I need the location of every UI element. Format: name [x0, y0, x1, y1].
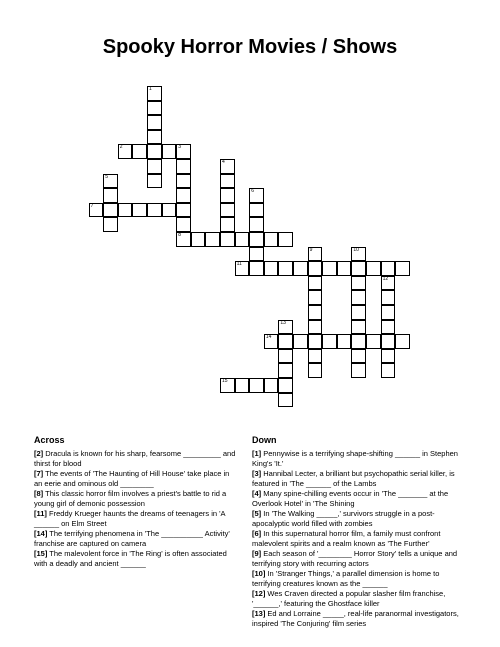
- down-clue: [252, 469, 462, 488]
- down-clue: [252, 489, 462, 508]
- clue-number-label: 7: [90, 202, 94, 209]
- grid-cell[interactable]: [278, 393, 293, 408]
- clue-text: In 'The Walking _____,' survivors struggle in a post-apocalyptic world filled with zombies: [252, 509, 435, 528]
- clue-number-label: 15: [222, 378, 228, 384]
- clue-number: [4]: [252, 489, 262, 498]
- grid-cell[interactable]: [351, 320, 366, 335]
- clue-number: [3]: [252, 469, 262, 478]
- down-clue: [252, 609, 462, 628]
- clue-number: [12]: [252, 589, 266, 598]
- grid-cell[interactable]: [220, 159, 235, 174]
- down-clue: [252, 549, 462, 568]
- grid-cell[interactable]: [308, 261, 323, 276]
- grid-cell[interactable]: [308, 276, 323, 291]
- clue-text: Dracula is known for his sharp, fearsome _________ and thirst for blood: [34, 449, 236, 468]
- grid-cell[interactable]: [205, 232, 220, 247]
- clue-text: Many spine-chilling events occur in 'The _______ at the Overlook Hotel' in 'The Shining: [252, 489, 449, 508]
- grid-cell[interactable]: [235, 232, 250, 247]
- clue-number: [2]: [34, 449, 44, 458]
- grid-cell[interactable]: [351, 349, 366, 364]
- grid-cell[interactable]: [308, 305, 323, 320]
- clue-number-label: 9: [309, 246, 313, 253]
- grid-cell[interactable]: [176, 159, 191, 174]
- grid-cell[interactable]: [381, 320, 396, 335]
- grid-cell[interactable]: [176, 232, 191, 247]
- grid-cell[interactable]: [381, 305, 396, 320]
- down-heading: Down: [252, 435, 277, 445]
- grid-cell[interactable]: [278, 334, 293, 349]
- clue-number-label: 14: [265, 334, 272, 341]
- clue-number-label: 10: [353, 246, 359, 253]
- clue-number: [11]: [34, 509, 47, 518]
- down-clues: [252, 435, 462, 629]
- grid-cell[interactable]: [162, 144, 177, 159]
- grid-cell[interactable]: [337, 334, 352, 349]
- grid-cell[interactable]: [147, 101, 162, 116]
- grid-cell[interactable]: [235, 378, 250, 393]
- grid-cell[interactable]: [220, 217, 235, 232]
- across-clue: [34, 529, 238, 548]
- grid-cell[interactable]: [147, 115, 162, 130]
- grid-cell[interactable]: [381, 334, 396, 349]
- clue-text: In this supernatural horror film, a family must confront malevolent spirits and a realm known as 'The Further': [252, 529, 441, 548]
- grid-cell[interactable]: [176, 203, 191, 218]
- grid-cell[interactable]: [278, 261, 293, 276]
- down-clue: [252, 529, 462, 548]
- clue-number: [5]: [252, 509, 262, 518]
- down-clue: [252, 569, 462, 588]
- clue-number-label: 1: [149, 86, 152, 92]
- grid-cell[interactable]: [235, 261, 250, 276]
- grid-cell[interactable]: [264, 378, 279, 393]
- grid-cell[interactable]: [395, 334, 410, 349]
- grid-cell[interactable]: [147, 130, 162, 145]
- clue-number-label: 13: [280, 319, 286, 326]
- clue-number-label: 8: [178, 232, 181, 238]
- grid-cell[interactable]: [132, 203, 147, 218]
- clue-number: [10]: [252, 569, 266, 578]
- grid-cell[interactable]: [103, 188, 118, 203]
- grid-cell[interactable]: [395, 261, 410, 276]
- down-clue: [252, 449, 462, 468]
- grid-cell[interactable]: [89, 203, 104, 218]
- grid-cell[interactable]: [278, 363, 293, 378]
- grid-cell[interactable]: [249, 217, 264, 232]
- grid-cell[interactable]: [381, 290, 396, 305]
- clue-text: Freddy Krueger haunts the dreams of teenagers in 'A ______ on Elm Street: [34, 509, 226, 528]
- grid-cell[interactable]: [220, 203, 235, 218]
- clue-text: Hannibal Lecter, a brilliant but psychopathic serial killer, is featured in 'The ______ of the Lambs: [252, 469, 455, 488]
- clue-text: Each season of '________ Horror Story' tells a unique and terrifying story with recurring actors: [252, 549, 458, 568]
- clue-number-label: 3: [178, 144, 181, 151]
- clue-number-label: 4: [222, 159, 225, 165]
- grid-cell[interactable]: [103, 203, 118, 218]
- grid-cell[interactable]: [103, 217, 118, 232]
- clue-number-label: 6: [251, 188, 254, 195]
- grid-cell[interactable]: [220, 174, 235, 189]
- grid-cell[interactable]: [337, 261, 352, 276]
- grid-cell[interactable]: [308, 334, 323, 349]
- across-clue: [34, 469, 238, 488]
- clue-number: [13]: [252, 609, 266, 618]
- grid-cell[interactable]: [264, 261, 279, 276]
- grid-cell[interactable]: [176, 174, 191, 189]
- grid-cell[interactable]: [147, 86, 162, 101]
- clue-number: [9]: [252, 549, 262, 558]
- grid-cell[interactable]: [249, 378, 264, 393]
- grid-cell[interactable]: [322, 261, 337, 276]
- clue-number-label: 5: [105, 173, 108, 180]
- grid-cell[interactable]: [118, 144, 133, 159]
- grid-cell[interactable]: [264, 334, 279, 349]
- grid-cell[interactable]: [293, 261, 308, 276]
- grid-cell[interactable]: [132, 144, 147, 159]
- grid-cell[interactable]: [176, 144, 191, 159]
- grid-cell[interactable]: [293, 334, 308, 349]
- clue-number: [8]: [34, 489, 44, 498]
- grid-cell[interactable]: [322, 334, 337, 349]
- grid-cell[interactable]: [191, 232, 206, 247]
- grid-cell[interactable]: [308, 290, 323, 305]
- clue-number: [14]: [34, 529, 48, 538]
- grid-cell[interactable]: [381, 363, 396, 378]
- grid-cell[interactable]: [351, 334, 366, 349]
- grid-cell[interactable]: [278, 232, 293, 247]
- clue-number: [1]: [252, 449, 262, 458]
- grid-cell[interactable]: [278, 349, 293, 364]
- page-title: Spooky Horror Movies / Shows: [102, 36, 398, 58]
- grid-cell[interactable]: [176, 217, 191, 232]
- grid-cell[interactable]: [103, 174, 118, 189]
- grid-cell[interactable]: [366, 334, 381, 349]
- clue-text: Ed and Lorraine _____, real-life paranormal investigators, inspired 'The Conjuring' film series: [252, 609, 459, 628]
- across-clue-list: [34, 449, 238, 568]
- clue-number-label: 12: [382, 275, 389, 282]
- clue-number: [7]: [34, 469, 44, 478]
- grid-cell[interactable]: [147, 159, 162, 174]
- clue-text: This classic horror film involves a priest's battle to rid a young girl of demonic possession: [34, 489, 227, 508]
- down-clue: [252, 589, 462, 608]
- clue-text: Wes Craven directed a popular slasher film franchise, '______,' featuring the Ghostface killer: [252, 589, 446, 608]
- grid-cell[interactable]: [118, 203, 133, 218]
- down-clue: [252, 509, 462, 528]
- grid-cell[interactable]: [308, 363, 323, 378]
- grid-cell[interactable]: [162, 203, 177, 218]
- grid-cell[interactable]: [220, 378, 235, 393]
- grid-cell[interactable]: [278, 378, 293, 393]
- grid-cell[interactable]: [176, 188, 191, 203]
- grid-cell[interactable]: [249, 232, 264, 247]
- across-heading: Across: [34, 435, 65, 445]
- grid-cell[interactable]: [249, 188, 264, 203]
- grid-cell[interactable]: [351, 363, 366, 378]
- grid-cell[interactable]: [278, 320, 293, 335]
- grid-cell[interactable]: [351, 305, 366, 320]
- down-clue-list: [252, 449, 462, 628]
- grid-cell[interactable]: [147, 144, 162, 159]
- clue-text: The terrifying phenomena in 'The __________ Activity' franchise are captured on camera: [34, 529, 230, 548]
- grid-cell[interactable]: [249, 247, 264, 262]
- grid-cell[interactable]: [308, 320, 323, 335]
- clue-number: [6]: [252, 529, 262, 538]
- grid-cell[interactable]: [249, 261, 264, 276]
- grid-cell[interactable]: [308, 247, 323, 262]
- clue-number-label: 11: [236, 261, 242, 268]
- clue-number: [15]: [34, 549, 48, 558]
- grid-cell[interactable]: [381, 349, 396, 364]
- grid-cell[interactable]: [220, 188, 235, 203]
- across-clue: [34, 509, 238, 528]
- across-clue: [34, 489, 238, 508]
- across-clues: [34, 435, 238, 569]
- grid-cell[interactable]: [220, 232, 235, 247]
- grid-cell[interactable]: [366, 261, 381, 276]
- grid-cell[interactable]: [264, 232, 279, 247]
- grid-cell[interactable]: [381, 261, 396, 276]
- grid-cell[interactable]: [147, 203, 162, 218]
- grid-cell[interactable]: [249, 203, 264, 218]
- across-clue: [34, 549, 238, 568]
- grid-cell[interactable]: [351, 247, 366, 262]
- grid-cell[interactable]: [381, 276, 396, 291]
- clue-number-label: 2: [119, 144, 123, 151]
- clue-text: Pennywise is a terrifying shape-shifting ______ in Stephen King's 'It.': [252, 449, 458, 468]
- clue-text: The malevolent force in 'The Ring' is often associated with a deadly and ancient ______: [34, 549, 227, 568]
- grid-cell[interactable]: [147, 174, 162, 189]
- grid-cell[interactable]: [351, 261, 366, 276]
- grid-cell[interactable]: [308, 349, 323, 364]
- grid-cell[interactable]: [351, 276, 366, 291]
- grid-cell[interactable]: [351, 290, 366, 305]
- clue-text: The events of 'The Haunting of Hill House' take place in an eerie and ominous old ________: [34, 469, 230, 488]
- across-clue: [34, 449, 238, 468]
- clue-text: In 'Stranger Things,' a parallel dimension is home to terrifying creatures known as the ______: [252, 569, 440, 588]
